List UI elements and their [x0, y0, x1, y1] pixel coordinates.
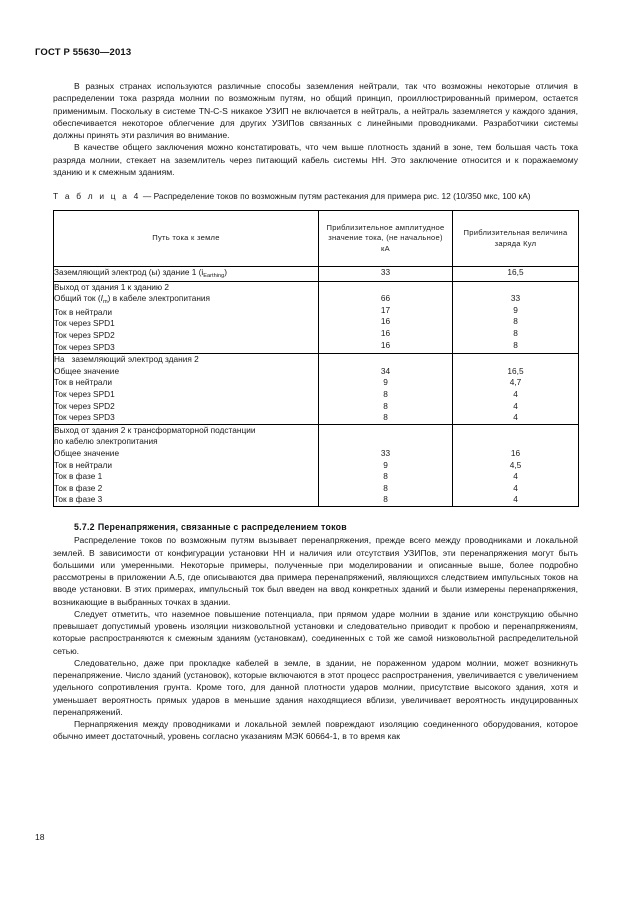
row-label-line: Ток через SPD2 — [54, 400, 115, 411]
cell-charge: 4 — [513, 482, 518, 493]
cell-current: 9 — [383, 459, 388, 470]
cell-charge: 33 — [510, 293, 521, 304]
paragraph-3: Распределение токов по возможным путям вызывает перенапряжения, прежде всего между проводниками и локальной землей. В зависимости от конфигурации установки НН и наличия или отсутствия УЗИПов, эти перенапряжения могут быть большими или умеренными. Некоторые примеры, полученные при моделировании и описанные выше, более подробно рассмотрены в приложении А.5, где описываются два примера перенапряжений, являющихся следствием импульсных токов на вводе установки. В этих примерах, импульсный ток был введен на ввод конкретных зданий и были измерены перенапряжения, возникающие в выбранных точках в здании. — [53, 535, 578, 607]
column-header-charge-line1: Приблизительная — [463, 228, 530, 238]
table-caption — [53, 190, 578, 202]
row-label-line: Ток через SPD2 — [54, 329, 115, 340]
row-label-line: по кабелю электропитания — [54, 436, 158, 447]
cell-charge: 8 — [513, 316, 518, 327]
page-content — [53, 80, 578, 743]
cell-charge: 4 — [513, 388, 518, 399]
cell-current: 33 — [380, 447, 391, 458]
row-current-values — [319, 281, 453, 354]
row-charge-values — [453, 424, 579, 506]
cell-charge: 4 — [513, 412, 518, 423]
section-title: Перенапряжения, связанные с распределением токов — [97, 521, 347, 532]
row-label-text-part2: ) — [224, 267, 227, 277]
table-header-row — [54, 211, 579, 267]
cell-current: 8 — [383, 412, 388, 423]
current-distribution-table — [53, 210, 579, 507]
row-label-exit-b1-to-b2 — [54, 281, 319, 354]
row-label-earthing-electrode-b2 — [54, 354, 319, 425]
row-charge-values — [453, 267, 579, 282]
column-header-current-line3: (не начальное) — [386, 233, 443, 243]
cell-charge: 16,5 — [507, 365, 524, 376]
cell-current: 8 — [383, 400, 388, 411]
row-label-subscript: Earthing — [203, 273, 225, 279]
cell-current: 17 — [380, 304, 391, 315]
cell-charge: 4,7 — [509, 377, 522, 388]
cell-charge: 4,5 — [509, 459, 522, 470]
row-label-text-part1: Заземляющий электрод (ы) здание 1 (i — [54, 267, 204, 277]
cell-charge: 8 — [513, 327, 518, 338]
row-label-line: Общее значение — [54, 447, 120, 458]
cell-current: 8 — [383, 471, 388, 482]
row-current-values — [319, 424, 453, 506]
row-label-line: Ток в фазе 1 — [54, 471, 103, 482]
row-label-line-total-current: Общий ток $(I_m)$ в кабеле электропитания — [54, 293, 211, 306]
standard-header: ГОСТ Р 55630—2013 — [35, 47, 132, 58]
row-label-line: На заземляющий электрод здания 2 — [54, 354, 199, 365]
cell-charge: 4 — [513, 471, 518, 482]
cell-charge: 8 — [513, 339, 518, 350]
table-row — [54, 424, 579, 506]
row-label-line: Ток через SPD1 — [54, 318, 115, 329]
row-charge-values — [453, 354, 579, 425]
page-number: 18 — [35, 832, 45, 842]
cell-current: 8 — [383, 388, 388, 399]
row-label-line: Ток через SPD3 — [54, 341, 115, 352]
cell-current: 66 — [380, 293, 391, 304]
column-header-current-unit: кА — [381, 243, 390, 253]
row-label-line: Ток в нейтрали — [54, 377, 113, 388]
cell-current: 33 — [380, 267, 391, 277]
table-row — [54, 281, 579, 354]
row-label-line: Ток через SPD3 — [54, 412, 115, 423]
cell-current: 16 — [380, 316, 391, 327]
row-label-line: Ток в нейтрали — [54, 306, 113, 317]
paragraph-5: Следовательно, даже при прокладке кабелей в земле, в здании, не пораженном ударом молнии, может возникнуть перенапряжение. Число зданий (установок), которые включаются в этот процесс распространения, увеличивается с увеличением удельного сопротивления грунта. Кроме того, для данной плотности ударов молнии, присутствие высокого здания, хотя и уменьшает вероятность прямых ударов в меньшие здания находящиеся вблизи, увеличивает вероятность индуцированных перенапряжений. — [53, 657, 578, 717]
cell-current: 8 — [383, 494, 388, 505]
paragraph-1: В разных странах используются различные способы заземления нейтрали, так что возможны некоторые отличия в распределении тока разряда молнии по возможным путям, но общий принцип, проиллюстрированный примером, остается применимым. Поскольку в системе TN-C-S никакое УЗИП не включается в нейтраль, а нейтраль заземляется у каждого здания, обеспечивается некоторое облегчение для других УЗИПов связанных с линейными проводниками. Разработчики системы должны принять эти различия во внимание. — [53, 81, 578, 140]
row-label-line: Выход от здания 1 к зданию 2 — [54, 281, 170, 292]
row-label-line: Общее значение — [54, 365, 120, 376]
row-label-line: Ток в фазе 2 — [54, 482, 103, 493]
cell-current: 9 — [383, 377, 388, 388]
column-header-path: Путь тока к земле — [54, 211, 319, 267]
column-header-charge — [453, 211, 579, 267]
cell-current: 34 — [380, 365, 391, 376]
table-caption-dash: — — [142, 191, 152, 201]
cell-charge: 4 — [513, 494, 518, 505]
cell-current: 16 — [380, 327, 391, 338]
cell-current: 8 — [383, 482, 388, 493]
column-header-current-line1: Приблизительное — [326, 222, 393, 232]
cell-charge: 9 — [513, 304, 518, 315]
row-label-line: Ток в нейтрали — [54, 459, 113, 470]
row-label-line: Выход от здания 2 к трансформаторной подстанции — [54, 424, 256, 435]
row-current-values — [319, 354, 453, 425]
row-current-values — [319, 267, 453, 282]
table-row — [54, 354, 579, 425]
cell-charge: 16,5 — [507, 267, 524, 277]
column-header-charge-unit: Кул — [523, 238, 537, 248]
row-label-line: Ток в фазе 3 — [54, 494, 103, 505]
table-row — [54, 267, 579, 282]
row-label-exit-b2-to-substation — [54, 424, 319, 506]
paragraph-4: Следует отметить, что наземное повышение потенциала, при прямом ударе молнии в здание или конструкцию обычно превышает допустимый уровень изоляции низковольтной установки и следовательно приводит к пробою и перенапряжениям, которые распространяются к смежным зданиям (установкам), соединенных с той же самой низковольтной распределительной сетью. — [53, 608, 578, 656]
column-header-current-line2: амплитудное значение тока, — [328, 222, 445, 243]
section-heading — [53, 522, 578, 532]
row-charge-values — [453, 281, 579, 354]
column-header-current — [319, 211, 453, 267]
row-label-line: Ток через SPD1 — [54, 388, 115, 399]
paragraph-2: В качестве общего заключения можно констатировать, что чем выше плотность зданий в зоне, тем большая часть тока разряда молнии, стекает на заземлитель через питающий кабель системы НН. Это заключение относится и к поражаемому зданию и к смежным зданиям. — [53, 142, 578, 177]
section-number: 5.7.2 — [74, 521, 95, 532]
table-caption-label: Т а б л и ц а 4 — [53, 191, 141, 201]
cell-charge: 16 — [510, 447, 521, 458]
paragraph-6: Пернапряжения между проводниками и локальной землей повреждают изоляцию соединенного оборудования, которое обычно имеет достаточный, уровень согласно указаниям МЭК 60664-1, в то время как — [53, 719, 578, 742]
table-caption-text: Распределение токов по возможным путям растекания для примера рис. 12 (10/350 мкс, 100 кА) — [153, 191, 531, 201]
section-body — [53, 534, 578, 742]
column-header-charge-line2: величина заряда — [494, 228, 568, 248]
cell-charge: 4 — [513, 400, 518, 411]
row-label-earthing-electrode-b1 — [54, 267, 319, 282]
cell-current: 16 — [380, 339, 391, 350]
